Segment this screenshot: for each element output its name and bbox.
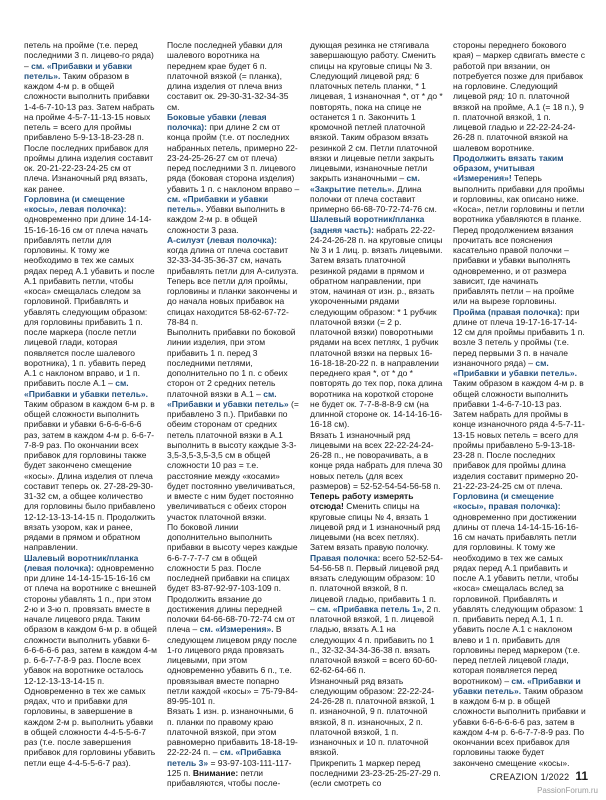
body-text: После последней убавки для шалевого воротника на переднем крае будет 6 п. платочной вязкой (= планка), длина изделия от плеча вниз составит ок. 29-30-31-32-34-35 см. bbox=[167, 40, 289, 112]
highlight-text: Правая полочка: bbox=[310, 552, 381, 563]
highlight-text: Боковые убавки (левая полочка): bbox=[167, 111, 267, 132]
watermark: PassionForum.ru bbox=[537, 786, 598, 795]
highlight-text: см. «Прибавки и убавки петель». bbox=[453, 357, 578, 378]
bold-text: Внимание: bbox=[192, 767, 239, 778]
body-text: при длине 2 см от конца пройм (т.е. от последних набранных петель, примерно 22-23-24-25-26-27 см от плеча) перед последними 3 п. лицевого ряда (боковая сторона изделия) убавить 1 п. с наклоном вправо – bbox=[167, 122, 300, 194]
body-text: петли прибавляются, чтобы после- bbox=[167, 767, 281, 788]
highlight-text: Шалевый воротник/планка (задняя часть): bbox=[310, 214, 425, 235]
body-text: Таким образом в каждом 4-м р. в общей сложности выполнить прибавки 1-4-6-7-10-13 раз. Затем набрать на пройме 4-5-7-11-13-15 новых петель = всего для проймы прибавлено 5-9-13-18-23-28 п. После последних прибавок для проймы длина изделия составит ок. 20-21-22-23-24-25 см от плеча. Изнаночный ряд вязать, как ранее. bbox=[24, 70, 155, 194]
paragraph bbox=[167, 112, 300, 235]
body-text: набрать 22-22-24-24-26-28 п. на круговые спицы № 3 и 1 лиц. р. вязать лицевыми. Затем вязать платочной резинкой рядами в прямом и обратном направлении, при этом, начиная от изн. р., вязать укороченными рядами следующим образом: * 1 рубчик платочной вязки (= 2 р. платочной вязки) поворотными рядами на всех петлях, 1 рубчик платочной вязки на первых 16-16-18-18-20-22 п. в направлении переднего края *, от * до * повторять до тех пор, пока длина воротника на короткой стороне не будет ок. 7-7-8-8-8-9 см (на длинной стороне ок. 14-14-16-16-16-18 см). bbox=[310, 224, 443, 430]
paragraph bbox=[167, 706, 300, 788]
body-text: Выполнить прибавки по боковой линии изделия, при этом прибавить 1 п. перед 3 последними петлями, дополнительно по 1 п. с обеих сторон от 2 средних петель платочной вязки в А.1 – bbox=[167, 327, 296, 399]
highlight-text: см. «Прибавки и убавки петель» bbox=[167, 388, 289, 409]
paragraph bbox=[310, 553, 443, 676]
paragraph bbox=[167, 40, 300, 112]
body-text: одновременно при длине 14-14-15-15-16-16 см от плеча на воротнике с внешней стороны убавлять 1 п., при этом 2-ю и 3-ю п. провязать вместе в начале лицевого ряда. Таким образом в каждом 6-м р. в общей сложности выполнить убавки 6-6-6-6-6-6 раз, затем в каждом 4-м р. 6-6-7-7-8-9 раз. После всех убавок на воротнике осталось 12-12-13-13-14-15 п. Одновременно в тех же самых рядах, что и прибавки для горловины, в завершение в каждом 2-м р. выполнить убавки в общей сложности 4-4-5-5-6-7 раз (т.е. после завершения прибавок для горловины убавить петли еще 4-4-5-5-6-7 раз). bbox=[24, 562, 157, 768]
highlight-text: А-силуэт (левая полочка): bbox=[167, 234, 277, 245]
paragraph bbox=[310, 430, 443, 553]
highlight-text: см. «Закрытие петель». bbox=[310, 173, 420, 194]
highlight-text: Горловина (и смещение «косы», левая полочка): bbox=[24, 193, 127, 214]
paragraph bbox=[167, 522, 300, 594]
body-text: стороны переднего бокового края) – маркер сдвигать вместе с работой при вязании, он потребуется позже для прибавок на горловине. Следующий лицевой ряд: 10 п. платочной вязкой на пройме, А.1 (= 18 п.), 9 п. платочной вязкой, 1 п. лицевой гладью и 22-22-24-24-26-28 п. платочной вязкой на шалевом воротнике. bbox=[453, 40, 585, 153]
body-text: В следующем лицевом ряду после 1-го лицевого ряда провязать лицевыми, при этом одновременно убавить 6 п., т.е. провязывая вместе попарно петли каждой «косы» = 75-79-84-89-95-101 п. bbox=[167, 624, 298, 706]
highlight-text: Продолжить вязать таким образом, учитывая «Измерения»! bbox=[453, 152, 564, 184]
highlight-text: см. «Прибавка петель 1», bbox=[317, 603, 425, 614]
highlight-text: см. «Прибавка петель 3» bbox=[167, 747, 281, 768]
page-number: 11 bbox=[575, 769, 588, 783]
highlight-text: Шалевый воротник/планка (левая полочка): bbox=[24, 552, 139, 573]
magazine-issue: CREAZION 1/2022 bbox=[489, 772, 570, 782]
body-text: Изнаночный ряд вязать следующим образом: 22-22-24-24-26-28 п. платочной вязкой, 1 п. изнаночной, 9 п. платочной вязкой, 8 п. изнаночных, 2 п. платочной вязкой, 1 п. изнаночных и 10 п. платочной вязкой. bbox=[310, 675, 435, 758]
paragraph bbox=[310, 214, 443, 429]
column-4 bbox=[453, 40, 586, 772]
body-text: Таким образом в каждом 4-м р. в общей сложности выполнить прибавки 1-4-6-7-10-13 раз. Затем набрать для проймы в конце изнаночного ряда 4-5-7-11-13-15 новых петель = всего для проймы прибавлено 5-9-13-18-23-28 п. После последних прибавок для проймы длина изделия составит примерно 20-21-22-23-24-25 см от плеча. bbox=[453, 378, 585, 491]
body-text: Прикрепить 1 маркер перед последними 23-23-25-25-27-29 п. (если смотреть со bbox=[310, 757, 441, 788]
body-text: 2 п. платочной вязкой, 1 п. лицевой гладью, вязать А.1 на следующих 4 п. прибавить по 1 п., 32-32-34-34-36-38 п. вязать платочной вязкой = всего 60-60-62-62-64-66 п. bbox=[310, 603, 441, 676]
body-text: Сменить спицы на круговые спицы № 4, вязать 1 лицевой ряд и 1 изнаночный ряд лицевыми (на всех петлях). Затем вязать правую полочку. bbox=[310, 501, 441, 553]
page-footer bbox=[490, 769, 588, 783]
highlight-text: см. «Прибавки и убавки петель». bbox=[167, 193, 269, 214]
body-text: одновременно при длине 14-14-15-16-16-16 см от плеча начать прибавлять петли для горловины. К тому же необходимо в тех же самых рядах перед А.1 убавить и после А.1 прибавить петли, чтобы «коса» смещалась следом за горловиной. Прибавлять и убавлять следующим образом: для горловины прибавить 1 п. после маркера (после петли лицевой глади, которая появляется после шалевого воротника), 1 п. убавить перед А.1 с наклоном вправо, и 1 п. прибавить после А.1 – bbox=[24, 214, 155, 389]
paragraph bbox=[24, 40, 157, 194]
paragraph bbox=[453, 491, 586, 768]
bold-text: Теперь работу измерять отсюда! bbox=[310, 491, 414, 512]
column-2 bbox=[167, 40, 300, 788]
paragraph bbox=[24, 194, 157, 553]
column-1 bbox=[24, 40, 157, 772]
highlight-text: Пройма (правая полочка): bbox=[453, 306, 563, 317]
column-3 bbox=[310, 40, 443, 788]
body-text: дующая резинка не стягивала завершающую работу. Сменить спицы на круговые спицы № 3. Следующий лицевой ряд: 6 платочных петель планки, * 1 лицевая, 1 изнаночная *, от * до * повторять, пока на спице не останется 1 п. Закончить 1 кромочной петлей платочной вязкой. Таким образом вязать резинкой 2 см. Петли платочной вязки и лицевые петли закрыть лицевыми, изнаночные петли закрыть изнаночными – bbox=[310, 40, 443, 184]
paragraph bbox=[167, 594, 300, 707]
body-text: (= прибавлено 3 п.). Прибавки по обеим сторонам от средних петель платочной вязки в А.1 выполнить в высоту каждые 3-3-3,5-3,5-3,5-3,5 см в общей сложности 10 раз = т.е. расстояние между «косами» будет постоянно увеличиваться, и вместе с ним будет постоянно увеличиваться с обеих сторон участок платочной вязки. bbox=[167, 398, 299, 522]
paragraph bbox=[453, 307, 586, 492]
body-text: при длине от плеча 19-17-16-17-14-12 см для проймы прибавить 1 п. возле 3 петель у проймы (т.е. перед первыми 3 п. в начале изнаночного ряда) – bbox=[453, 306, 585, 368]
highlight-text: Горловина (и смещение «косы», правая полочка): bbox=[453, 491, 561, 512]
paragraph bbox=[167, 235, 300, 327]
highlight-text: см. «Измерения». bbox=[199, 624, 274, 635]
highlight-text: см. «Прибавки и убавки петель». bbox=[24, 378, 149, 399]
highlight-text: см. «Прибавки и убавки петель». bbox=[453, 675, 581, 696]
highlight-text: см. «Прибавки и убавки петель». bbox=[24, 60, 133, 81]
body-text: одновременно при достижении длины от плеча 14-14-15-16-16-16 см начать прибавлять петли для горловины. К тому же необходимо в тех же самых рядах перед А.1 прибавить и после А.1 убавить петли, чтобы «коса» смещалась вслед за горловиной. Прибавлять и убавлять следующим образом: 1 п. прибавить перед А.1, 1 п. убавить после А.1 с наклоном влево и 1 п. прибавить для горловины перед маркером (т.е. перед петлей лицевой глади, которая появляется перед воротником) – bbox=[453, 511, 584, 686]
body-text: Убавки выполнить в каждом 2-м р. в общей сложности 3 раза. bbox=[167, 204, 286, 235]
paragraph bbox=[24, 553, 157, 768]
body-text: петель на пройме (т.е. перед последними 3 п. лицево-го ряда) – bbox=[24, 40, 154, 71]
paragraph bbox=[310, 40, 443, 214]
body-text: всего 52-52-54-54-56-58 п. Первый лицевой ряд вязать следующим образом: 10 п. платочной вязкой, 8 п. лицевой гладью, прибавить 1 п. – bbox=[310, 552, 443, 614]
body-text: Вязать 1 изн. р. изнаночными, 6 п. планки по правому краю платочной вязкой, при этом равномерно прибавить 18-18-19-22-22-24 п. – bbox=[167, 706, 298, 758]
body-text: Продолжить вязание до достижения длины передней полочки 64-66-68-70-72-74 см от плеча – bbox=[167, 593, 296, 635]
paragraph bbox=[310, 758, 443, 789]
body-text: Длина полочки от плеча составит примерно 66-68-70-72-74-76 см. bbox=[310, 183, 437, 214]
body-text: Вязать 1 изнаночный ряд лицевыми на всех 22-22-24-24-26-28 п., не поворачивать, а в конце ряда набрать для плеча 30 новых петель (для всех размеров) = 52-52-54-54-56-58 п. bbox=[310, 429, 443, 491]
body-text: Теперь выполнить прибавки для проймы и горловины, как описано ниже. «Коса», петли горловины и петли воротника убавляются в планке. Перед продолжением вязания прочитать все пояснения касательно правой полочки – прибавки и убавки выполнять одновременно, и от размера зависит, где начинать прибавлять петли – на пройме или на вырезе горловины. bbox=[453, 173, 585, 307]
paragraph bbox=[167, 327, 300, 522]
body-text: когда длина от плеча составит 32-33-34-35-36-37 см, начать прибавлять петли для А-силуэта. Теперь все петли для проймы, горловины и планки закончены и до начала новых прибавок на спицах находится 58-62-67-72-78-84 п. bbox=[167, 245, 299, 327]
body-text: = 93-97-103-111-117-125 п. bbox=[167, 757, 292, 778]
paragraph bbox=[310, 676, 443, 758]
body-text: По боковой линии дополнительно выполнить прибавки в высоту через каждые 6-6-7-7-7-7 см в общей сложности 5 раз. После последней прибавки на спицах будет 83-87-92-97-103-109 п. bbox=[167, 521, 298, 594]
body-text: Таким образом в каждом 6-м р. в общей сложности выполнить прибавки и убавки 6-6-6-6-6-6 раз, затем в каждом 4-м р. 6-6-7-7-8-9 раз. По окончании всех прибавок для горловины также будет закончено смещение «косы». Длина изделия от плеча составит теперь ок. 27-28-29-30-31-32 см, а общее количество для горловины было прибавлено 12-12-13-13-14-15 п. Продолжить вязать узором, как и ранее, рядами в прямом и обратном направлении. bbox=[24, 398, 156, 553]
body-text: Таким образом в каждом 6-м р. в общей сложности выполнить прибавки и убавки 6-6-6-6-6-6 раз, затем в каждом 4-м р. 6-6-7-7-8-9 раз. По окончании всех прибавок для горловины также будет закончено смещение «косы». bbox=[453, 685, 586, 768]
paragraph bbox=[453, 40, 586, 307]
